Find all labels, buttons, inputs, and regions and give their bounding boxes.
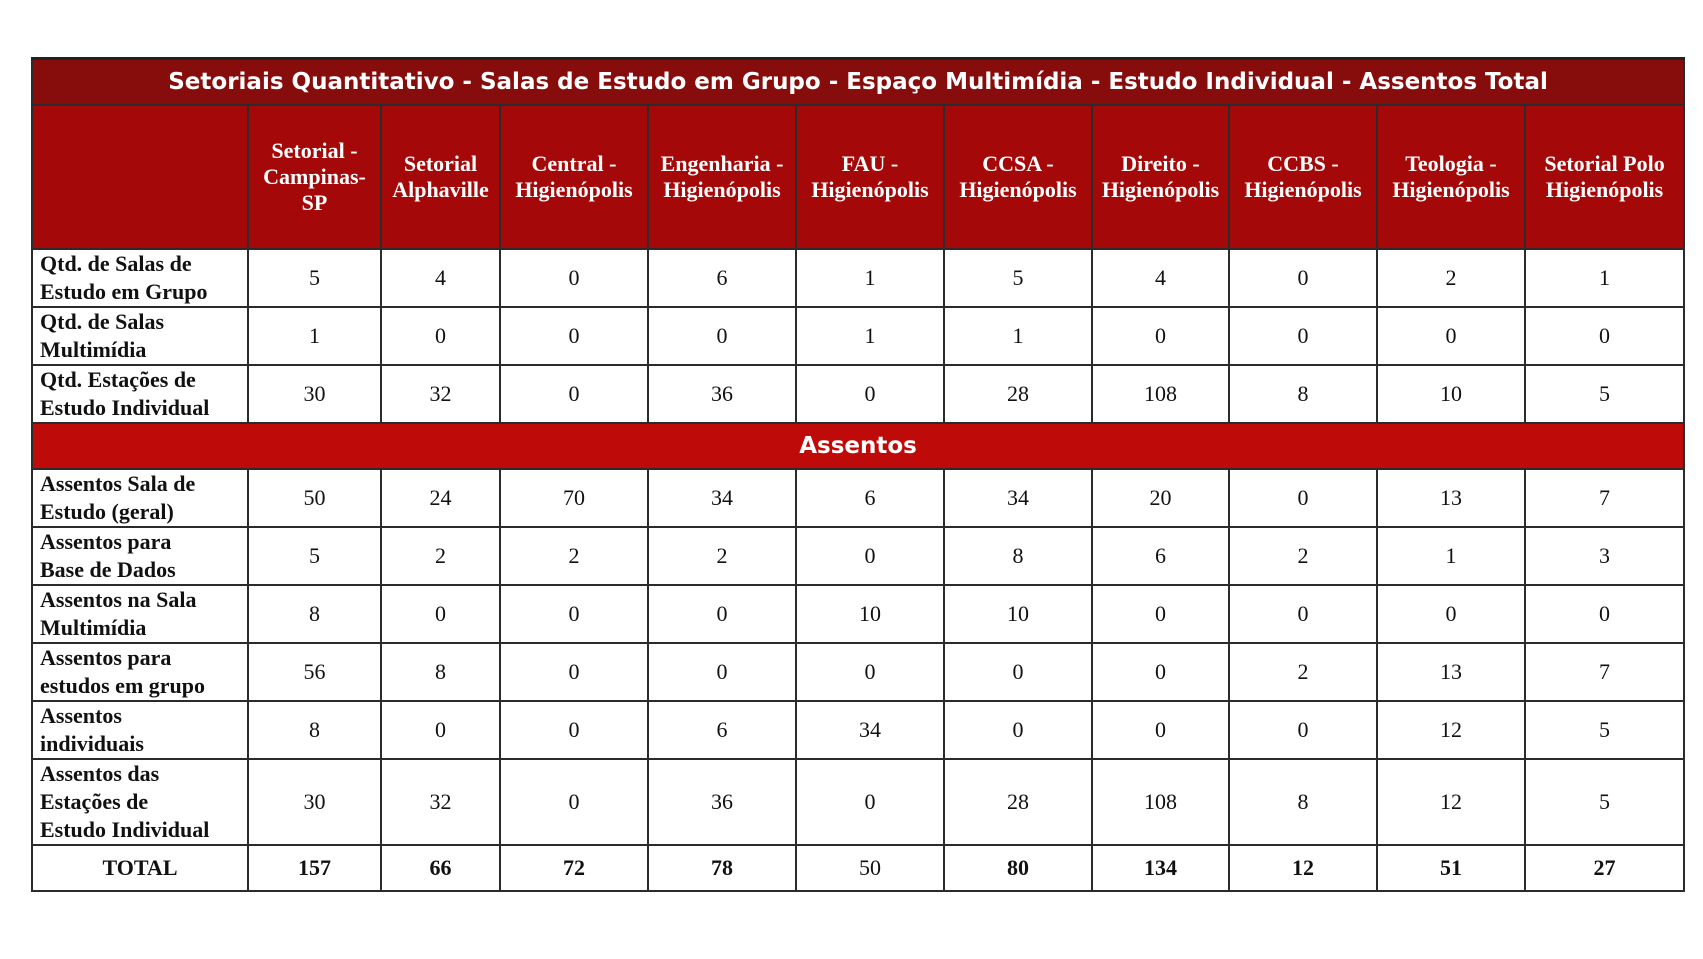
text-line: Higienópolis xyxy=(515,177,633,202)
table-cell: 24 xyxy=(381,469,500,527)
table-cell: 0 xyxy=(648,643,796,701)
text-line: Engenharia - xyxy=(660,151,784,176)
row-label xyxy=(32,585,248,643)
text-line: Alphaville xyxy=(392,177,489,202)
table-cell: 0 xyxy=(381,307,500,365)
table-cell: 0 xyxy=(500,365,648,423)
table-cell: 0 xyxy=(381,701,500,759)
table-cell: 0 xyxy=(944,643,1092,701)
table-cell: 2 xyxy=(1229,643,1377,701)
column-header xyxy=(796,105,944,249)
text-line: Assentos Sala de xyxy=(40,471,196,496)
total-cell: 12 xyxy=(1229,845,1377,891)
table-cell: 4 xyxy=(381,249,500,307)
table-cell: 0 xyxy=(796,527,944,585)
header-corner xyxy=(32,105,248,249)
column-header xyxy=(381,105,500,249)
column-header xyxy=(648,105,796,249)
text-line: Qtd. de Salas de xyxy=(40,251,192,276)
text-line: Direito - xyxy=(1121,151,1200,176)
text-line: Higienópolis xyxy=(663,177,781,202)
section-title: Assentos xyxy=(32,423,1684,469)
table-cell: 0 xyxy=(648,307,796,365)
text-line: CCSA - xyxy=(982,151,1054,176)
table-cell: 56 xyxy=(248,643,381,701)
table-cell: 2 xyxy=(500,527,648,585)
table-title: Setoriais Quantitativo - Salas de Estudo em Grupo - Espaço Multimídia - Estudo Individual - Assentos Total xyxy=(32,59,1684,106)
table-cell: 30 xyxy=(248,365,381,423)
text-line: Assentos na Sala xyxy=(40,587,197,612)
table-cell: 2 xyxy=(1377,249,1525,307)
text-line: individuais xyxy=(40,731,144,756)
row-label xyxy=(32,249,248,307)
table-cell: 28 xyxy=(944,759,1092,845)
table-cell: 0 xyxy=(1229,469,1377,527)
table-cell: 7 xyxy=(1525,643,1684,701)
table-cell: 12 xyxy=(1377,701,1525,759)
text-line: Estações de xyxy=(40,789,149,814)
table-cell: 0 xyxy=(1229,249,1377,307)
text-line: Assentos xyxy=(40,703,122,728)
row-label xyxy=(32,643,248,701)
text-line: Higienópolis xyxy=(1101,177,1220,202)
table-row xyxy=(32,249,1684,307)
column-header-row xyxy=(32,105,1684,249)
table-cell: 34 xyxy=(944,469,1092,527)
table-cell: 0 xyxy=(1229,701,1377,759)
table-cell: 1 xyxy=(796,249,944,307)
report-table-container xyxy=(31,57,1683,892)
text-line: Campinas- xyxy=(263,164,366,189)
table-cell: 10 xyxy=(1377,365,1525,423)
table-cell: 0 xyxy=(500,643,648,701)
text-line: Estudo (geral) xyxy=(40,499,174,524)
text-line: Central - xyxy=(531,151,617,176)
table-row xyxy=(32,365,1684,423)
table-cell: 0 xyxy=(1092,585,1229,643)
text-line: Setorial - xyxy=(271,138,358,163)
table-row xyxy=(32,585,1684,643)
text-line: SP xyxy=(301,190,328,215)
text-line: Assentos para xyxy=(40,529,172,554)
table-cell: 6 xyxy=(648,701,796,759)
table-cell: 7 xyxy=(1525,469,1684,527)
table-cell: 5 xyxy=(944,249,1092,307)
total-cell: 72 xyxy=(500,845,648,891)
table-cell: 5 xyxy=(248,249,381,307)
table-cell: 34 xyxy=(796,701,944,759)
total-cell: 80 xyxy=(944,845,1092,891)
text-line: Higienópolis xyxy=(959,177,1077,202)
column-header xyxy=(1229,105,1377,249)
table-cell: 5 xyxy=(1525,701,1684,759)
table-cell: 1 xyxy=(796,307,944,365)
table-cell: 3 xyxy=(1525,527,1684,585)
row-label xyxy=(32,701,248,759)
table-cell: 0 xyxy=(1377,585,1525,643)
text-line: Assentos das xyxy=(40,761,160,786)
table-cell: 0 xyxy=(1377,307,1525,365)
text-line: Estudo Individual xyxy=(40,817,210,842)
table-cell: 4 xyxy=(1092,249,1229,307)
table-cell: 1 xyxy=(1377,527,1525,585)
table-cell: 5 xyxy=(1525,759,1684,845)
row-label xyxy=(32,307,248,365)
table-cell: 0 xyxy=(1525,307,1684,365)
table-cell: 0 xyxy=(796,643,944,701)
table-cell: 5 xyxy=(248,527,381,585)
table-cell: 0 xyxy=(1092,643,1229,701)
table-cell: 10 xyxy=(944,585,1092,643)
table-row xyxy=(32,469,1684,527)
total-cell: 27 xyxy=(1525,845,1684,891)
total-cell: 50 xyxy=(796,845,944,891)
text-line: Higienópolis xyxy=(1392,177,1510,202)
text-line: estudos em grupo xyxy=(40,673,206,698)
text-line: Multimídia xyxy=(40,337,147,362)
column-header xyxy=(1377,105,1525,249)
text-line: Higienópolis xyxy=(1244,177,1362,202)
text-line: Setorial xyxy=(403,151,478,176)
table-cell: 13 xyxy=(1377,643,1525,701)
table-row xyxy=(32,643,1684,701)
table-cell: 8 xyxy=(381,643,500,701)
table-cell: 0 xyxy=(796,365,944,423)
total-cell: 134 xyxy=(1092,845,1229,891)
table-row xyxy=(32,759,1684,845)
text-line: Estudo em Grupo xyxy=(40,279,208,304)
table-cell: 6 xyxy=(796,469,944,527)
column-header xyxy=(500,105,648,249)
total-cell: 157 xyxy=(248,845,381,891)
table-cell: 0 xyxy=(500,759,648,845)
table-cell: 2 xyxy=(648,527,796,585)
table-cell: 0 xyxy=(1525,585,1684,643)
table-cell: 36 xyxy=(648,759,796,845)
total-cell: 51 xyxy=(1377,845,1525,891)
table-cell: 108 xyxy=(1092,365,1229,423)
table-cell: 1 xyxy=(944,307,1092,365)
total-row xyxy=(32,845,1684,891)
text-line: Assentos para xyxy=(40,645,172,670)
column-header xyxy=(1525,105,1684,249)
text-line: Higienópolis xyxy=(811,177,929,202)
row-label xyxy=(32,759,248,845)
table-cell: 0 xyxy=(1092,701,1229,759)
column-header xyxy=(1092,105,1229,249)
total-cell: 78 xyxy=(648,845,796,891)
table-cell: 6 xyxy=(648,249,796,307)
column-header xyxy=(944,105,1092,249)
table-cell: 1 xyxy=(248,307,381,365)
table-cell: 8 xyxy=(248,585,381,643)
table-cell: 28 xyxy=(944,365,1092,423)
table-cell: 30 xyxy=(248,759,381,845)
table-cell: 0 xyxy=(796,759,944,845)
table-cell: 8 xyxy=(1229,365,1377,423)
text-line: Multimídia xyxy=(40,615,147,640)
table-row xyxy=(32,307,1684,365)
table-cell: 0 xyxy=(500,249,648,307)
column-header xyxy=(248,105,381,249)
table-cell: 0 xyxy=(944,701,1092,759)
table-cell: 0 xyxy=(500,701,648,759)
text-line: Estudo Individual xyxy=(40,395,210,420)
table-cell: 20 xyxy=(1092,469,1229,527)
table-cell: 32 xyxy=(381,365,500,423)
table-cell: 0 xyxy=(1092,307,1229,365)
table-cell: 13 xyxy=(1377,469,1525,527)
text-line: Teologia - xyxy=(1405,151,1497,176)
row-label xyxy=(32,365,248,423)
table-cell: 5 xyxy=(1525,365,1684,423)
title-row xyxy=(32,59,1684,106)
row-label xyxy=(32,469,248,527)
table-cell: 0 xyxy=(500,585,648,643)
total-cell: 66 xyxy=(381,845,500,891)
table-cell: 2 xyxy=(381,527,500,585)
table-cell: 0 xyxy=(1229,307,1377,365)
text-line: CCBS - xyxy=(1267,151,1339,176)
table-cell: 8 xyxy=(1229,759,1377,845)
table-row xyxy=(32,701,1684,759)
table-cell: 8 xyxy=(248,701,381,759)
table-cell: 12 xyxy=(1377,759,1525,845)
table-cell: 50 xyxy=(248,469,381,527)
text-line: Setorial Polo xyxy=(1544,151,1665,176)
table-row xyxy=(32,527,1684,585)
table-cell: 70 xyxy=(500,469,648,527)
table-cell: 10 xyxy=(796,585,944,643)
text-line: Qtd. Estações de xyxy=(40,367,196,392)
setoriais-table xyxy=(31,57,1685,892)
table-cell: 1 xyxy=(1525,249,1684,307)
text-line: Higienópolis xyxy=(1545,177,1664,202)
table-cell: 108 xyxy=(1092,759,1229,845)
table-cell: 0 xyxy=(1229,585,1377,643)
table-cell: 0 xyxy=(648,585,796,643)
text-line: Qtd. de Salas xyxy=(40,309,165,334)
section-row xyxy=(32,423,1684,469)
table-cell: 0 xyxy=(500,307,648,365)
text-line: FAU - xyxy=(841,151,899,176)
text-line: Base de Dados xyxy=(40,557,176,582)
table-cell: 2 xyxy=(1229,527,1377,585)
table-cell: 32 xyxy=(381,759,500,845)
table-cell: 0 xyxy=(381,585,500,643)
table-cell: 34 xyxy=(648,469,796,527)
table-cell: 36 xyxy=(648,365,796,423)
row-label xyxy=(32,527,248,585)
table-cell: 8 xyxy=(944,527,1092,585)
total-label: TOTAL xyxy=(32,845,248,891)
table-cell: 6 xyxy=(1092,527,1229,585)
